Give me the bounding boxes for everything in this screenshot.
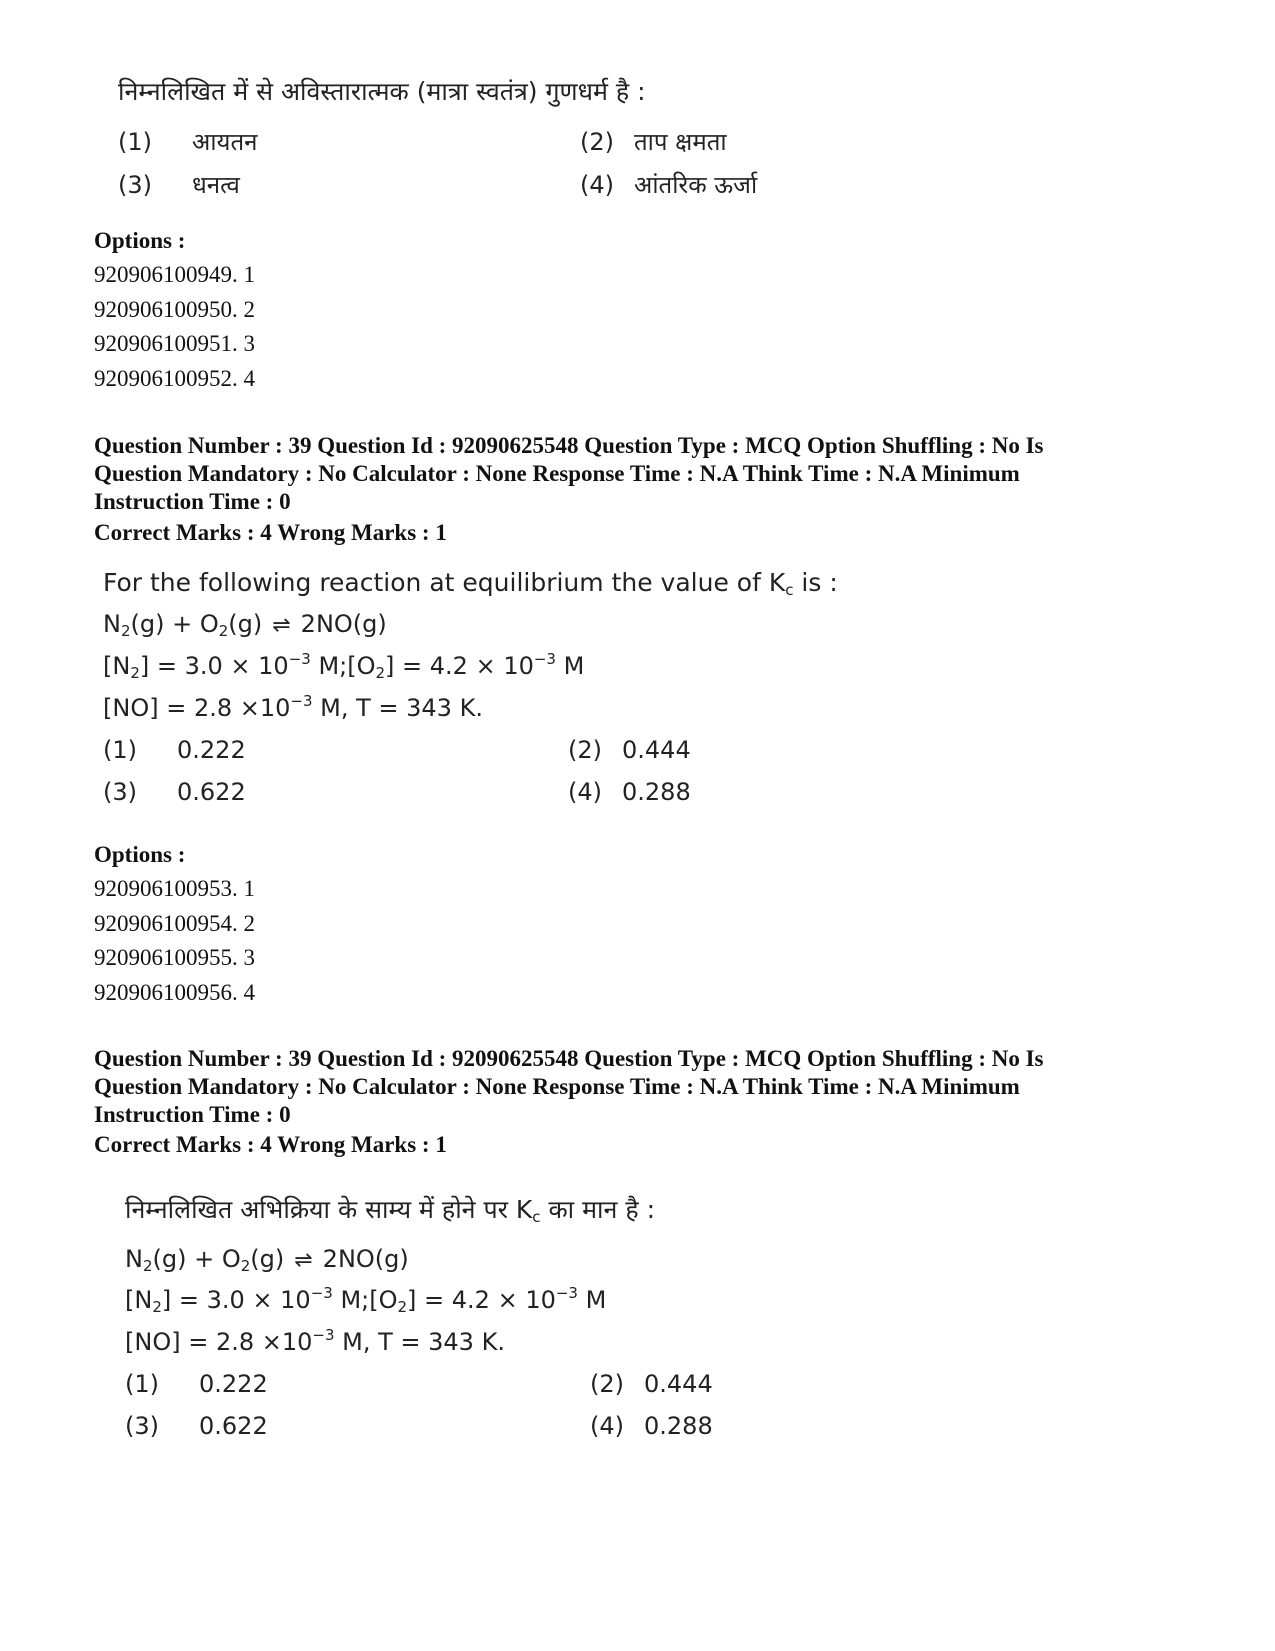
option-text: आयतन (192, 128, 258, 156)
conc-exp: −3 (310, 1284, 333, 1302)
marks-line: Correct Marks : 4 Wrong Marks : 1 (94, 1132, 447, 1157)
option-id: 920906100952. 4 (94, 365, 255, 391)
option-text: 0.444 (622, 736, 691, 764)
option-text: 0.222 (199, 1370, 268, 1398)
options-list (94, 842, 255, 1010)
options-heading: Options : (94, 228, 186, 253)
eq-sub: 2 (218, 622, 229, 640)
question-meta (94, 1045, 1204, 1129)
conc-part: M, T = 343 K. (334, 1328, 505, 1356)
option-4 (580, 168, 757, 201)
eq-part: N (125, 1245, 143, 1273)
eq-part: 2NO(g) (322, 1245, 409, 1273)
option-id: 920906100950. 2 (94, 296, 255, 322)
stem-subscript: c (785, 581, 794, 599)
concentration-line (103, 694, 483, 722)
option-text: ताप क्षमता (634, 128, 727, 156)
stem-subscript: c (532, 1208, 541, 1226)
meta-line: Question Number : 39 Question Id : 92090625548 Question Type : MCQ Option Shuffling : No Is (94, 433, 1044, 458)
option-1 (125, 1370, 268, 1398)
option-4 (590, 1412, 713, 1440)
stem-text: का मान है : (540, 1195, 655, 1224)
option-4 (568, 778, 691, 806)
concentration-line (125, 1328, 505, 1356)
option-id: 920906100951. 3 (94, 331, 255, 356)
meta-line: Question Number : 39 Question Id : 92090625548 Question Type : MCQ Option Shuffling : No Is (94, 1046, 1044, 1071)
option-number: (4) (590, 1412, 624, 1440)
option-id: 920906100949. 1 (94, 262, 255, 287)
option-2 (568, 736, 691, 764)
eq-sub: 2 (240, 1257, 251, 1275)
option-text: आंतरिक ऊर्जा (634, 171, 758, 199)
option-number: (4) (568, 778, 602, 806)
eq-part: (g) (250, 1245, 285, 1273)
options-heading: Options : (94, 842, 186, 867)
option-2 (580, 125, 727, 158)
conc-part: [N (125, 1286, 153, 1314)
conc-part: [N (103, 652, 131, 680)
option-id: 920906100953. 1 (94, 876, 255, 901)
conc-sub: 2 (152, 1298, 162, 1316)
option-3 (103, 778, 246, 806)
eq-part: (g) + O (152, 1245, 241, 1273)
meta-line: Instruction Time : 0 (94, 489, 291, 514)
option-id: 920906100956. 4 (94, 979, 255, 1005)
conc-part: ] = 4.2 × 10 (385, 652, 534, 680)
marks-line: Correct Marks : 4 Wrong Marks : 1 (94, 520, 447, 545)
conc-part: [NO] = 2.8 ×10 (125, 1328, 313, 1356)
option-text: 0.222 (177, 736, 246, 764)
meta-line: Question Mandatory : No Calculator : None Response Time : N.A Think Time : N.A Minimum (94, 461, 1020, 486)
conc-exp: −3 (290, 692, 313, 710)
option-number: (3) (103, 778, 137, 806)
conc-part: M;[O (310, 652, 376, 680)
conc-part: M (577, 1286, 607, 1314)
stem-text: निम्नलिखित अभिक्रिया के साम्य में होने पर K (125, 1195, 533, 1224)
option-text: 0.622 (199, 1412, 268, 1440)
eq-sub: 2 (142, 1257, 153, 1275)
reaction-equation (103, 610, 387, 638)
eq-part: N (103, 610, 121, 638)
conc-exp: −3 (533, 650, 556, 668)
option-1 (118, 125, 257, 158)
question-stem: निम्नलिखित में से अविस्तारात्मक (मात्रा स्वतंत्र) गुणधर्म है : (118, 77, 646, 106)
option-1 (103, 736, 246, 764)
question-stem (103, 568, 838, 597)
stem-text: is : (793, 568, 838, 597)
option-id: 920906100954. 2 (94, 910, 255, 936)
conc-part: M;[O (332, 1286, 398, 1314)
option-text: 0.622 (177, 778, 246, 806)
concentration-line (103, 652, 584, 680)
stem-text: For the following reaction at equilibrium the value of K (103, 568, 786, 597)
option-number: (1) (125, 1370, 159, 1398)
option-number: (3) (118, 171, 152, 199)
equilibrium-arrow-icon: ⇌ (272, 613, 291, 638)
question-stem (125, 1192, 655, 1226)
conc-part: M, T = 343 K. (312, 694, 483, 722)
eq-part: (g) (228, 610, 263, 638)
option-number: (1) (103, 736, 137, 764)
conc-part: ] = 3.0 × 10 (161, 1286, 311, 1314)
conc-exp: −3 (555, 1284, 578, 1302)
meta-line: Question Mandatory : No Calculator : None Response Time : N.A Think Time : N.A Minimum (94, 1074, 1020, 1099)
option-text: 0.444 (644, 1370, 713, 1398)
option-number: (2) (568, 736, 602, 764)
option-text: 0.288 (644, 1412, 713, 1440)
conc-part: [NO] = 2.8 ×10 (103, 694, 291, 722)
option-number: (1) (118, 128, 152, 156)
option-text: धनत्व (192, 171, 240, 199)
option-number: (3) (125, 1412, 159, 1440)
conc-sub: 2 (397, 1298, 408, 1316)
conc-sub: 2 (130, 664, 140, 682)
option-3 (125, 1412, 268, 1440)
conc-part: M (555, 652, 585, 680)
conc-sub: 2 (375, 664, 386, 682)
meta-line: Instruction Time : 0 (94, 1102, 291, 1127)
option-number: (2) (580, 128, 614, 156)
option-id: 920906100955. 3 (94, 945, 255, 970)
eq-part: 2NO(g) (300, 610, 387, 638)
reaction-equation (125, 1245, 409, 1273)
conc-exp: −3 (312, 1326, 335, 1344)
conc-exp: −3 (288, 650, 311, 668)
option-number: (2) (590, 1370, 624, 1398)
equilibrium-arrow-icon: ⇌ (294, 1248, 313, 1273)
question-meta (94, 432, 1204, 516)
option-text: 0.288 (622, 778, 691, 806)
eq-sub: 2 (120, 622, 131, 640)
conc-part: ] = 3.0 × 10 (139, 652, 289, 680)
conc-part: ] = 4.2 × 10 (407, 1286, 556, 1314)
option-number: (4) (580, 171, 614, 199)
options-list (94, 228, 255, 396)
option-3 (118, 168, 240, 201)
concentration-line (125, 1286, 606, 1314)
eq-part: (g) + O (130, 610, 219, 638)
option-2 (590, 1370, 713, 1398)
